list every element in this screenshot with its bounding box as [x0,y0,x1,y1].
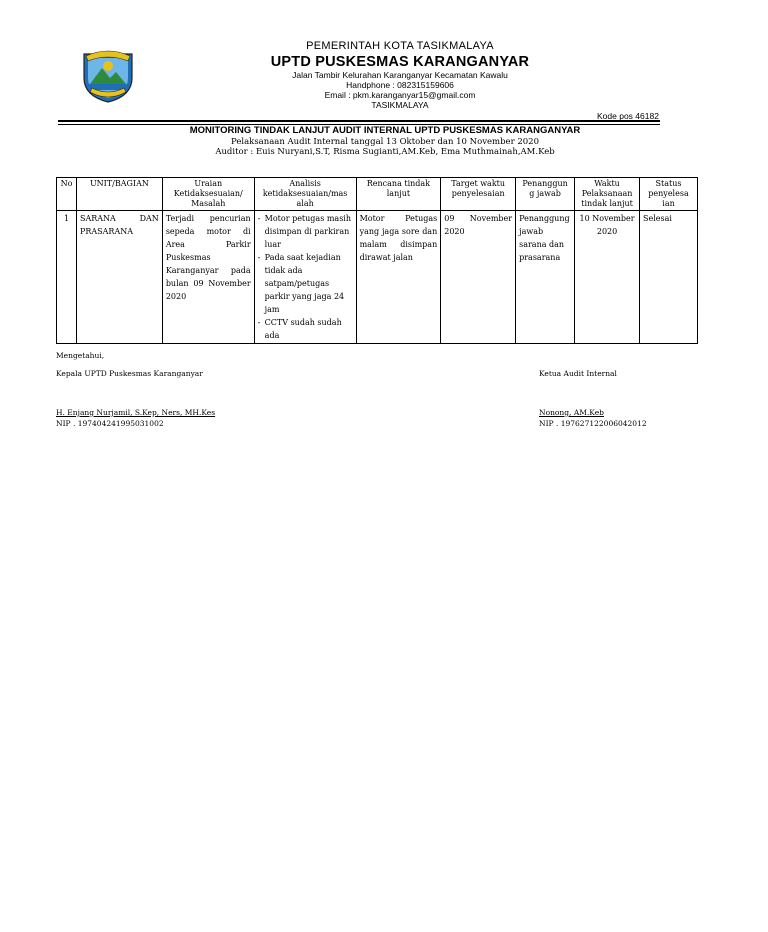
header-unit: UNIT/BAGIAN [76,178,162,211]
document-title-block [120,125,650,157]
table-row [57,211,698,344]
cell-target: 09 November 2020 [441,211,516,344]
header-analisis: Analisis ketidaksesuaian/mas alah [254,178,356,211]
auditor-chief-nip: NIP . 197627122006042012 [539,419,647,428]
cell-pj: Penanggung jawab sarana dan prasarana [516,211,575,344]
head-nip: NIP . 197404241995031002 [56,419,164,428]
table-header-row [57,178,698,211]
header-status: Status penyelesa ian [640,178,698,211]
institution-name: UPTD PUSKESMAS KARANGANYAR [270,54,530,70]
cell-status: Selesai [640,211,698,344]
auditor-list: Auditor : Euis Nuryani,S.T, Risma Sugianti,AM.Keb, Ema Muthmainah,AM.Keb [215,147,555,157]
cell-waktu: 10 November 2020 [575,211,640,344]
header-rule-thick [58,120,660,122]
postal-code: Kode pos 46182 [597,111,659,121]
address: Jalan Tambir Kelurahan Karanganyar Kecamatan Kawalu [292,70,508,80]
analisis-item: - CCTV sudah sudah ada [258,316,353,342]
head-role: Kepala UPTD Puskesmas Karanganyar [56,369,203,378]
header-no: No [57,178,77,211]
analisis-item: - Motor petugas masih disimpan di parkiran luar [258,212,353,251]
cell-rencana: Motor Petugas yang jaga sore dan malam disimpan dirawat jalan [356,211,441,344]
monitoring-table [56,177,698,344]
phone: Handphone : 082315159606 [346,80,454,90]
letterhead [190,40,610,110]
document-title: MONITORING TINDAK LANJUT AUDIT INTERNAL UPTD PUSKESMAS KARANGANYAR [189,125,581,136]
kota-tasikmalaya-emblem [80,48,136,104]
header-target: Target waktu penyelesaian [441,178,516,211]
header-waktu: Waktu Pelaksanaan tindak lanjut [575,178,640,211]
auditor-chief-name: Nonong, AM.Keb [539,408,604,417]
government-name: PEMERINTAH KOTA TASIKMALAYA [306,40,494,52]
audit-period: Pelaksanaan Audit Internal tanggal 13 Oktober dan 10 November 2020 [231,137,539,147]
acknowledged-label: Mengetahui, [56,351,105,360]
header-pj: Penanggun g jawab [516,178,575,211]
header-uraian: Uraian Ketidaksesuaian/ Masalah [162,178,254,211]
cell-analisis [254,211,356,344]
email: Email : pkm.karanganyar15@gmail.com [324,90,476,100]
city: TASIKMALAYA [371,100,429,110]
cell-uraian: Terjadi pencurian sepeda motor di Area Parkir Puskesmas Karanganyar pada bulan 09 November 2020 [162,211,254,344]
analisis-item: - Pada saat kejadian tidak ada satpam/petugas parkir yang jaga 24 jam [258,251,353,316]
cell-unit: SARANA DAN PRASARANA [76,211,162,344]
head-name: H. Enjang Nurjamil, S.Kep, Ners, MH.Kes [56,408,216,417]
cell-no: 1 [57,211,77,344]
auditor-chief-role: Ketua Audit Internal [539,369,617,378]
header-rencana: Rencana tindak lanjut [356,178,441,211]
